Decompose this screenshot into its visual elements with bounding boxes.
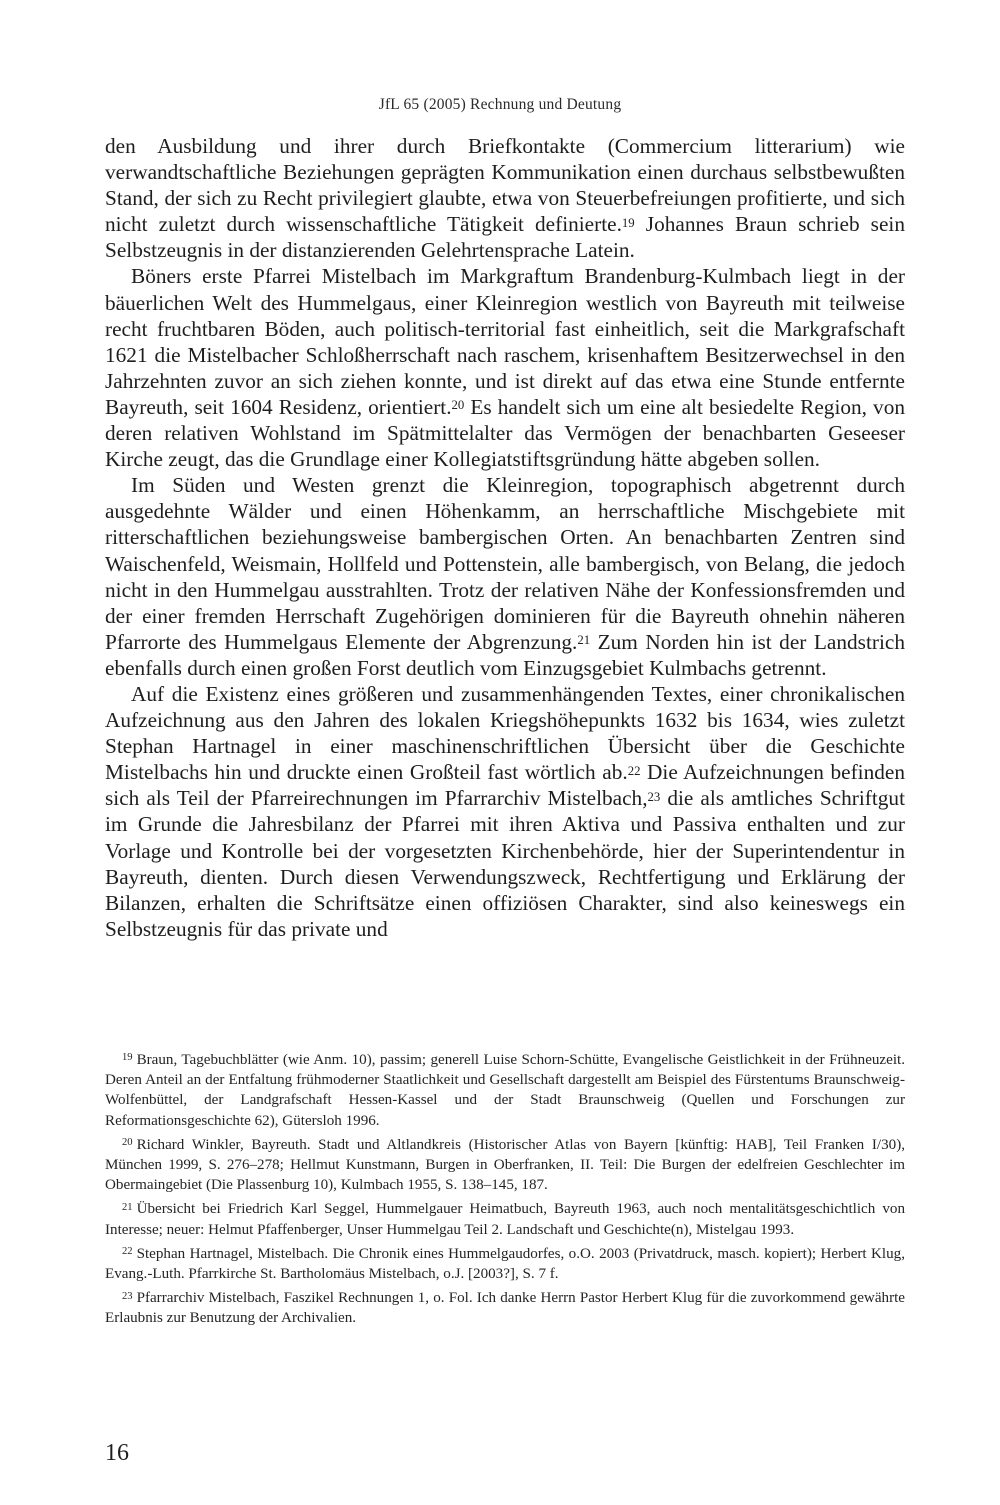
footnote-number: 22 bbox=[122, 1246, 133, 1258]
footnote-ref-20: 20 bbox=[451, 398, 465, 413]
footnote-ref-19: 19 bbox=[621, 215, 635, 230]
footnotes bbox=[105, 1050, 905, 1333]
paragraph-text: die als amtliches Schriftgut im Grunde die Jahresbilanz der Pfarrei mit ihren Aktiva und Passiva enthalten und zur Vorlage und Kontrolle bei der vorgesetzten Kirchenbehörde, hier der Superintendentur in Bayreuth, dienten. Durch diesen Verwendungszweck, Rechtfertigung und Erklärung der Bilanzen, erhalten die Schriftsätze einen offiziösen Charakter, sind also keineswegs ein Selbstzeugnis für das private und bbox=[105, 786, 905, 941]
footnote-ref-22: 22 bbox=[627, 763, 641, 778]
paragraph-text: den Ausbildung und ihrer durch Briefkontakte (Commercium litterarium) wie verwandtschaftliche Beziehungen geprägten Kommunikation einen durchaus selbstbewußten Stand, der sich zu Recht privilegiert glaubte, etwa von Steuerbefreiungen profitierte, und sich nicht zuletzt durch wissenschaftliche Tätigkeit definierte. bbox=[105, 134, 905, 237]
footnote-ref-21: 21 bbox=[577, 633, 591, 648]
footnote-22 bbox=[105, 1244, 905, 1284]
paragraph-text: Im Süden und Westen grenzt die Kleinregion, topographisch abgetrennt durch ausgedehnte Wälder und einen Höhenkamm, an herrschaftliche Mischgebiete mit ritterschaftlichen beziehungsweise bambergischen Orten. An benachbarten Zentren sind Waischenfeld, Weismain, Hollfeld und Pottenstein, alle bambergisch, von Belang, die jedoch nicht in den Hummelgau ausstrahlten. Trotz der relativen Nähe der Konfessionsfremden und der einer fremden Herrschaft Zugehörigen dominieren für die Bayreuth ohnehin näheren Pfarrorte des Hummelgaus Elemente der Abgrenzung. bbox=[105, 473, 905, 654]
paragraph-text: Johannes Braun schrieb sein Selbstzeugnis in der distanzierenden Gelehrtensprache Latein. bbox=[105, 212, 905, 263]
footnote-text: Übersicht bei Friedrich Karl Seggel, Hummelgauer Heimatbuch, Bayreuth 1963, auch noch mentalitätsgeschichtlich von Interesse; neuer: Helmut Pfaffenberger, Unser Hummelgau Teil 2. Landschaft und Geschichte(n), Mistelgau 1993. bbox=[105, 1201, 905, 1238]
footnote-ref-23: 23 bbox=[647, 789, 661, 804]
running-head: JfL 65 (2005) Rechnung und Deutung bbox=[378, 96, 622, 113]
footnote-number: 20 bbox=[122, 1137, 133, 1149]
paragraph-4 bbox=[105, 681, 905, 942]
footnote-23 bbox=[105, 1288, 905, 1328]
footnote-text: Pfarrarchiv Mistelbach, Faszikel Rechnungen 1, o. Fol. Ich danke Herrn Pastor Herbert Klug für die zuvorkommend gewährte Erlaubnis zur Benutzung der Archivalien. bbox=[105, 1290, 905, 1327]
footnote-20 bbox=[105, 1135, 905, 1196]
footnote-text: Stephan Hartnagel, Mistelbach. Die Chronik eines Hummelgaudorfes, o.O. 2003 (Privatdruck, masch. kopiert); Herbert Klug, Evang.-Luth. Pfarrkirche St. Bartholomäus Mistelbach, o.J. [2003?], S. 7 f. bbox=[105, 1245, 905, 1283]
footnote-19 bbox=[105, 1050, 905, 1131]
paragraph-2 bbox=[105, 263, 905, 472]
paragraph-text: Zum Norden hin ist der Landstrich ebenfalls durch einen großen Forst deutlich vom Einzugsgebiet Kulmbachs getrennt. bbox=[105, 629, 905, 680]
footnote-text: Richard Winkler, Bayreuth. Stadt und Altlandkreis (Historischer Atlas von Bayern [künftig: HAB], Teil Franken I/30), München 1999, S. 276–278; Hellmut Kunstmann, Burgen in Oberfranken, II. Teil: Die Burgen der edelfreien Geschlechter im Obermaingebiet (Die Plassenburg 10), Kulmbach 1955, S. 138–145, 187. bbox=[105, 1136, 905, 1194]
paragraph-text: Böners erste Pfarrei Mistelbach im Markgraftum Brandenburg-Kulmbach liegt in der bäuerlichen Welt des Hummelgaus, einer Kleinregion westlich von Bayreuth mit teilweise recht fruchtbaren Böden, auch politisch-territorial fast einheitlich, seit die Markgrafschaft 1621 die Mistelbacher Schloßherrschaft nach raschem, krisenhaftem Besitzerwechsel in den Jahrzehnten zuvor an sich ziehen konnte, und ist direkt auf das etwa eine Stunde entfernte Bayreuth, seit 1604 Residenz, orientiert. bbox=[105, 264, 905, 419]
page-number: 16 bbox=[105, 1440, 129, 1466]
footnote-21 bbox=[105, 1199, 905, 1239]
paragraph-1 bbox=[105, 133, 905, 263]
paragraph-text: Es handelt sich um eine alt besiedelte Region, von deren relativen Wohlstand im Spätmittelalter das Vermögen der benachbarten Geseeser Kirche zeugt, das die Grundlage einer Kollegiatstiftsgründung hätte abgeben sollen. bbox=[105, 394, 905, 472]
paragraph-text: Auf die Existenz eines größeren und zusammenhängenden Textes, einer chronikalischen Aufzeichnung aus den Jahren des lokalen Kriegshöhepunkts 1632 bis 1634, wies zuletzt Stephan Hartnagel in einer maschinenschriftlichen Übersicht über die Geschichte Mistelbachs hin und druckte einen Großteil fast wörtlich ab. bbox=[105, 681, 905, 785]
footnote-text: Braun, Tagebuchblätter (wie Anm. 10), passim; generell Luise Schorn-Schütte, Evangelische Geistlichkeit in der Frühneuzeit. Deren Anteil an der Entfaltung frühmoderner Staatlichkeit und Gesellschaft dargestellt am Beispiel des Fürstentums Braunschweig-Wolfenbüttel, der Landgrafschaft Hessen-Kassel und der Stadt Braunschweig (Quellen und Forschungen zur Reformationsgeschichte 62), Gütersloh 1996. bbox=[105, 1052, 905, 1129]
footnote-number: 23 bbox=[122, 1290, 133, 1302]
paragraph-text: Die Aufzeichnungen befinden sich als Teil der Pfarreirechnungen im Pfarrarchiv Mistelbach, bbox=[105, 760, 905, 811]
footnote-number: 21 bbox=[122, 1201, 133, 1213]
paragraph-3 bbox=[105, 472, 905, 681]
body-text bbox=[105, 133, 905, 942]
footnote-number: 19 bbox=[122, 1052, 133, 1064]
